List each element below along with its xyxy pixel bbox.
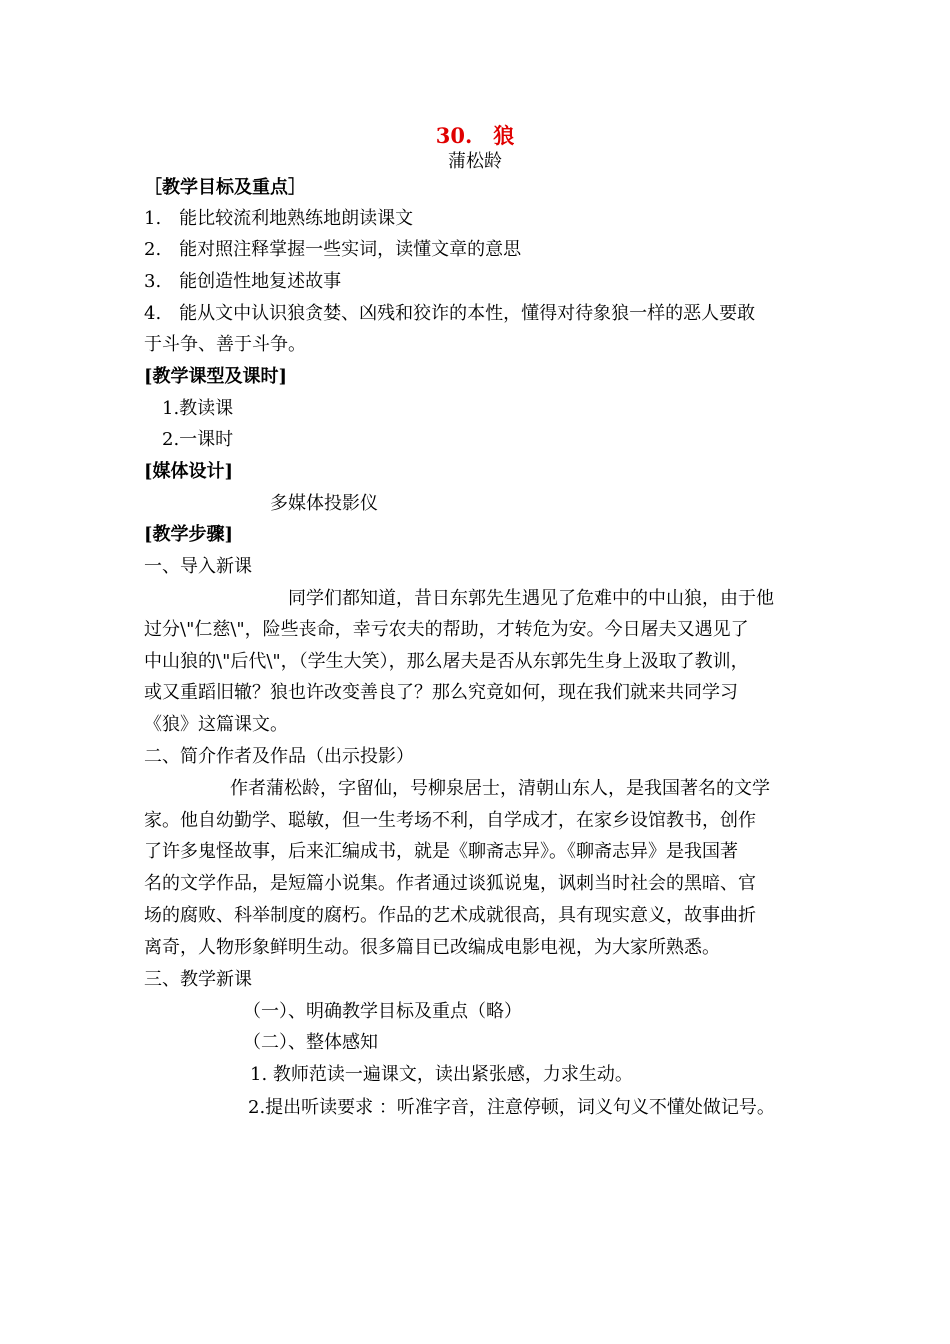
step1-title: 一、导入新课: [144, 556, 252, 577]
step1-paragraph-line: 同学们都知道，昔日东郭先生遇见了危难中的中山狼，由于他: [288, 588, 774, 609]
step3-item: 2.提出听读要求 ：听准字音，注意停顿，词义句义不懂处做记号。: [248, 1097, 775, 1118]
step2-paragraph-line: 名的文学作品，是短篇小说集。作者通过谈狐说鬼，讽刺当时社会的黑暗、官: [144, 873, 756, 894]
media-text: 多媒体投影仪: [270, 493, 378, 514]
step3-title: 三、教学新课: [144, 969, 252, 990]
step3-subsection: （一）、明确教学目标及重点（略）: [243, 1001, 522, 1022]
lesson-type-item: 1.教读课: [162, 398, 234, 419]
objective-item: 2. 能对照注释掌握一些实词，读懂文章的意思: [144, 239, 522, 260]
step2-paragraph-line: 家。他自幼勤学、聪敏，但一生考场不利，自学成才，在家乡设馆教书，创作: [144, 810, 756, 831]
steps-heading: [教学步骤]: [144, 524, 234, 545]
step1-paragraph-line: 过分\"仁慈\"，险些丧命，幸亏农夫的帮助，才转危为安。今日屠夫又遇见了: [144, 619, 749, 640]
step2-title: 二、简介作者及作品（出示投影）: [144, 746, 414, 767]
step1-paragraph-line: 《狼》这篇课文。: [144, 714, 288, 735]
lesson-type-heading: [教学课型及课时]: [144, 366, 288, 387]
step3-item: 1. 教师范读一遍课文，读出紧张感，力求生动。: [250, 1064, 633, 1085]
objectives-heading: ［教学目标及重点］: [144, 177, 306, 198]
objective-item: 1. 能比较流利地熟练地朗读课文: [144, 208, 414, 229]
step2-paragraph-line: 作者蒲松龄，字留仙，号柳泉居士，清朝山东人，是我国著名的文学: [230, 778, 770, 799]
doc-author: 蒲松龄: [448, 151, 502, 172]
objective-item: 3. 能创造性地复述故事: [144, 271, 342, 292]
lesson-type-item: 2.一课时: [162, 429, 234, 450]
step2-paragraph-line: 场的腐败、科举制度的腐朽。作品的艺术成就很高，具有现实意义，故事曲折: [144, 905, 756, 926]
step3-subsection: （二）、整体感知: [243, 1032, 378, 1053]
step1-paragraph-line: 或又重蹈旧辙？狼也许改变善良了？那么究竟如何，现在我们就来共同学习: [144, 682, 738, 703]
objective-item: 4. 能从文中认识狼贪婪、凶残和狡诈的本性，懂得对待象狼一样的恶人要敢: [144, 303, 756, 324]
doc-title: 30. 狼: [435, 123, 515, 148]
step1-paragraph-line: 中山狼的\"后代\"，（学生大笑），那么屠夫是否从东郭先生身上汲取了教训，: [144, 651, 749, 672]
step2-paragraph-line: 离奇，人物形象鲜明生动。很多篇目已改编成电影电视，为大家所熟悉。: [144, 937, 720, 958]
media-heading: [媒体设计]: [144, 461, 234, 482]
objective-item-continued: 于斗争、善于斗争。: [144, 334, 306, 355]
step2-paragraph-line: 了许多鬼怪故事，后来汇编成书，就是《聊斋志异》。《聊斋志异》是我国著: [144, 841, 738, 862]
